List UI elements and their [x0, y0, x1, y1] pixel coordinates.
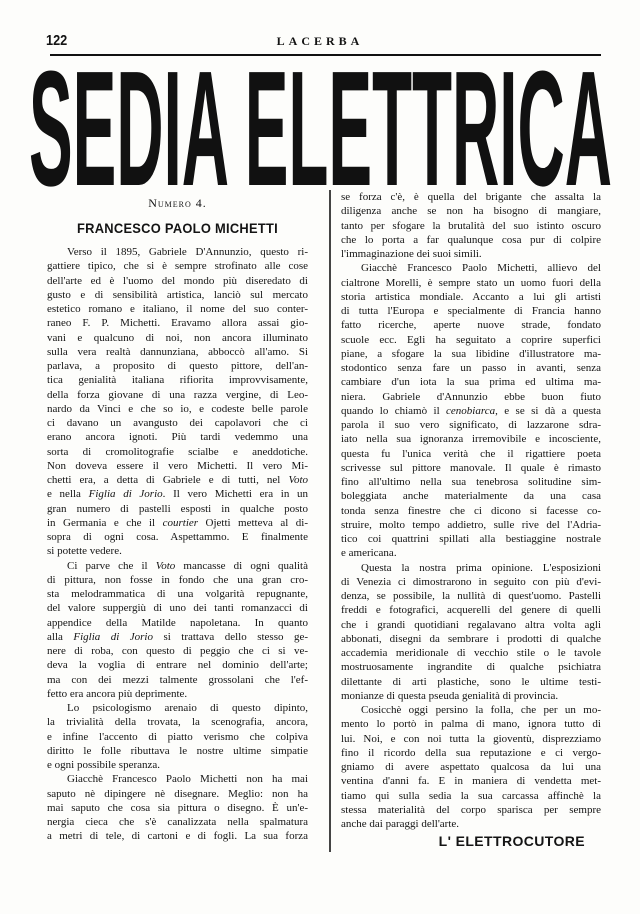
text-line: questa fu l'unica verità che il rigattiere poeta — [341, 447, 601, 460]
text-segment: Ojetti metteva al di- — [198, 516, 308, 529]
text-segment: si trattava dello stesso ge- — [152, 630, 308, 643]
text-line: fetto era ancora più deprimente. — [47, 687, 188, 700]
text-line: deva la voglia di entrare nel dominio dell'arte; — [47, 659, 308, 672]
text-segment: , e se si dà a questa — [495, 404, 601, 417]
paragraph — [341, 561, 601, 704]
text-line: Questa la nostra prima opinione. L'esposizioni — [361, 561, 601, 574]
paragraph — [341, 261, 601, 560]
text-line: tanto per sfogare la brutalità del suo istinto oscuro — [341, 219, 601, 232]
text-line: ventina d'anni fa. E in maniera di vendetta met- — [341, 775, 601, 788]
text-line: monianze di questa pseuda genialità di provincia. — [341, 689, 559, 702]
text-line: parola il suo vero significato, di lazzarone sdra- — [341, 419, 601, 431]
text-segment: Ci parve che il — [67, 559, 156, 572]
text-line: diritto le folle ributtava le nostre ultime simpatie — [47, 744, 308, 757]
text-line: fino all'ultimo nella sua tenebrosa solitudine sim- — [341, 476, 601, 488]
text-line: saputo nè dipingere nè disegnare. Meglio: non ha — [47, 787, 308, 800]
text-line: appendice della Matilde napoletana. In quanto — [47, 616, 308, 629]
text-line: Cosicchè oggi persino la folla, che per un mo- — [361, 704, 601, 716]
text-line: mostruosamente ingrandite di qualche psichiatra — [341, 661, 601, 674]
text-line: ma con dei mezzi talmente grossolani che l'ef- — [47, 673, 308, 686]
text-line: dell'arte ed è l'uomo del mondo più diseredato di — [47, 274, 308, 287]
text-line: del valore suppergiù di uno dei tanti romanzacci di — [47, 602, 308, 615]
paragraph — [47, 245, 308, 559]
text-line: piane, a sfogare la sua libidine d'illustratore ma- — [341, 347, 601, 360]
author-signature: L' ELETTROCUTORE — [438, 833, 585, 850]
text-line: boleggiata anche materialmente da una casa — [341, 490, 601, 503]
text-line: tiamo qui sulla sedia la sua carcassa affinchè la — [341, 789, 601, 802]
text-segment: e nella — [47, 488, 89, 501]
text-line: lui. Noi, e con noi tutta la gioventù, disprezziamo — [341, 732, 601, 745]
page-number: 122 — [46, 32, 68, 49]
text-line — [47, 516, 308, 530]
paragraph — [47, 772, 308, 843]
text-line: che lo porta a far qualunque cosa pur di colpire — [341, 233, 601, 246]
right-column-body — [341, 190, 601, 831]
text-line: tonda senza finestre che ci dicono si facesse co- — [341, 504, 601, 517]
text-line: fatto ricerche, aperte nuove strade, fondato — [341, 319, 601, 332]
text-line: che i grandi quotidiani regalavano altra volta agli — [341, 618, 601, 631]
text-line: abbonati, disegni da sembrare i prodotti di qualche — [341, 632, 601, 645]
text-line: estetico romano e italiano, il nome del suo conter- — [47, 303, 308, 315]
article-title — [0, 58, 640, 190]
right-column — [341, 190, 601, 853]
text-line: tica genialità italiana rifiorita improvvisamente, — [47, 374, 308, 387]
italic-title: Voto — [288, 474, 308, 486]
text-line: iato nella sua ignoranza irremovibile e incosciente, — [341, 433, 601, 446]
italic-title: Voto — [155, 559, 176, 572]
text-line: sta melodrammatica di una volgarità repugnante, — [47, 588, 308, 600]
text-line: a metri di tele, di cartoni e di fogli. La sua forza — [47, 830, 308, 843]
text-line: fino il ricordo della sua reputazione e ci vergo- — [341, 746, 601, 759]
text-line: dilettante di arti plastiche, sono le ultime testi- — [341, 675, 601, 688]
text-line: di Venezia ci dimostrarono in seguito con più d'evi- — [341, 575, 601, 588]
text-line: e ogni possibile speranza. — [47, 759, 161, 771]
text-line: cambiare d'un iota la sua prima ed ultima ma- — [341, 376, 601, 389]
paragraph — [47, 701, 308, 772]
paragraph — [47, 559, 308, 702]
text-line: diligenza anche se non ha bisogno di mangiare, — [341, 205, 601, 218]
text-segment: mancasse di ogni qualità — [175, 559, 308, 572]
text-line: scuole ecc. Egli ha seguitato a coprire superfici — [341, 333, 601, 346]
text-line: nergia cieca che s'è canalizzata nella spalmatura — [47, 816, 308, 828]
text-line: nere di roba, con questo di peggio che ci si ve- — [47, 645, 308, 657]
text-line: e infine l'accento di piatto verismo che colpiva — [47, 730, 308, 743]
text-line: mento lo portò in palma di mano, ignora tutto di — [341, 718, 601, 731]
text-line: struire, molto tempo addietro, sulle rive del l'Adria- — [341, 518, 601, 531]
text-line: denza, se possibile, la nullità di quest'uomo. Pastelli — [341, 590, 601, 602]
text-line: Lo psicologismo arenaio di questo dipinto, — [67, 702, 308, 714]
italic-title: cenobiarca — [446, 404, 496, 417]
text-line: anche dai paraggi dell'arte. — [341, 818, 460, 830]
text-segment: chetti era, a detta di Gabriele e di tutti, nel — [47, 474, 289, 486]
text-line: gattiere tipico, che si è sempre strofinato alle cose — [47, 260, 308, 273]
italic-title: Figlia di Jorio — [88, 488, 163, 501]
text-line: della forza giovane di una razza vergine, di Leo- — [47, 388, 308, 401]
italic-title: Figlia di Jorio — [73, 630, 153, 643]
paragraph — [341, 190, 601, 261]
text-line — [47, 473, 308, 487]
text-line: l'immaginazione dei suoi simili. — [341, 248, 482, 260]
text-line: di pittura, non fosse in fondo che una gran cro- — [47, 573, 308, 586]
text-line: cialtrone Morelli, è sempre stato un uomo fuori della — [341, 276, 601, 289]
header-rule — [50, 54, 601, 56]
text-line: sulla vera realtà dannunziana, abboccò all'amo. Si — [47, 345, 308, 358]
text-line: Non doveva essere il vero Michetti. Il vero Mi- — [47, 459, 308, 472]
text-line: accademia meridionale di vecchio stile o le tavole — [341, 647, 601, 659]
text-line: si potette vedere. — [47, 545, 122, 558]
text-line — [47, 559, 308, 573]
text-segment: in Germania e che il — [47, 516, 163, 529]
left-column — [47, 196, 308, 844]
column-divider — [329, 190, 331, 852]
text-line: vani e qualcuno di noi, non ancora illuminato — [47, 331, 308, 344]
text-line: gran numero di pastelli esposti in qualche posto — [47, 502, 308, 515]
text-line: freddi e fotografici, acquerelli del genere di quelli — [341, 604, 601, 617]
text-line: e americana. — [341, 547, 397, 560]
text-line: gusto e di sensibilità artistica, lanciò sul mercato — [47, 288, 308, 301]
text-line: la trivialità della trovata, la scenografia, ancora, — [47, 716, 308, 729]
text-segment: quando lo chiamò il — [341, 404, 447, 417]
text-line: parlava, a proposito di questo pittore, dell'an- — [47, 360, 308, 372]
article-title-text: SEDIA ELETTRICA — [29, 58, 612, 190]
text-line: scrivesse sul pittore manovale. Il quale è rimasto — [341, 461, 601, 474]
text-line — [47, 630, 308, 644]
text-segment: . Il vero Michetti era in un — [162, 488, 308, 501]
text-line: Giacchè Francesco Paolo Michetti non ha mai — [67, 773, 308, 786]
text-line: sopra di ogni cosa. Aspettammo. E finalmente — [47, 531, 308, 543]
text-line: raneo F. P. Michetti. Eravamo allora assai gio- — [47, 317, 308, 330]
text-line: Verso il 1895, Gabriele D'Annunzio, questo ri- — [67, 246, 308, 258]
text-line: stodontico senza fare un passo in avanti, senza — [341, 362, 601, 374]
text-line: stessa materialità del corpo sparisca per sempre — [341, 803, 601, 816]
text-line: se forza c'è, è quella del brigante che assalta la — [341, 191, 601, 203]
text-line: storia artistica mondiale. Accanto a lui gli artisti — [341, 290, 601, 303]
text-line — [47, 487, 308, 501]
running-title: LACERBA — [276, 34, 364, 48]
text-line: niera. Gabriele d'Annunzio ebbe buon fiuto — [341, 390, 601, 403]
text-line: ci davano un avangusto dei capolavori che ci — [47, 417, 308, 429]
text-line: nardo da Vinci e che so io, e codeste belle parole — [47, 402, 308, 415]
text-line: mai saputo che cosa sia pittura o disegno. È un'e- — [47, 801, 308, 814]
left-column-body — [47, 245, 308, 844]
text-line: di tutta l'Europa e specialmente di Francia hanno — [341, 305, 601, 317]
text-line: tico coi quattrini spillati alla bestiaggine nostrale — [341, 533, 601, 545]
article-heading: FRANCESCO PAOLO MICHETTI — [76, 220, 279, 236]
text-line: sorta di cromolitografie scialbe e aneddotiche. — [47, 445, 308, 458]
text-segment: alla — [47, 630, 74, 643]
text-line: erano ancora ignoti. Più tardi vedemmo una — [47, 431, 308, 444]
text-line: gniamo di avere aspettato qualcosa da lui una — [341, 761, 601, 773]
text-line — [341, 404, 601, 418]
issue-number: Numero 4. — [148, 196, 207, 210]
text-line: Giacchè Francesco Paolo Michetti, allievo del — [361, 262, 601, 275]
italic-title: courtier — [162, 516, 199, 529]
paragraph — [341, 703, 601, 831]
